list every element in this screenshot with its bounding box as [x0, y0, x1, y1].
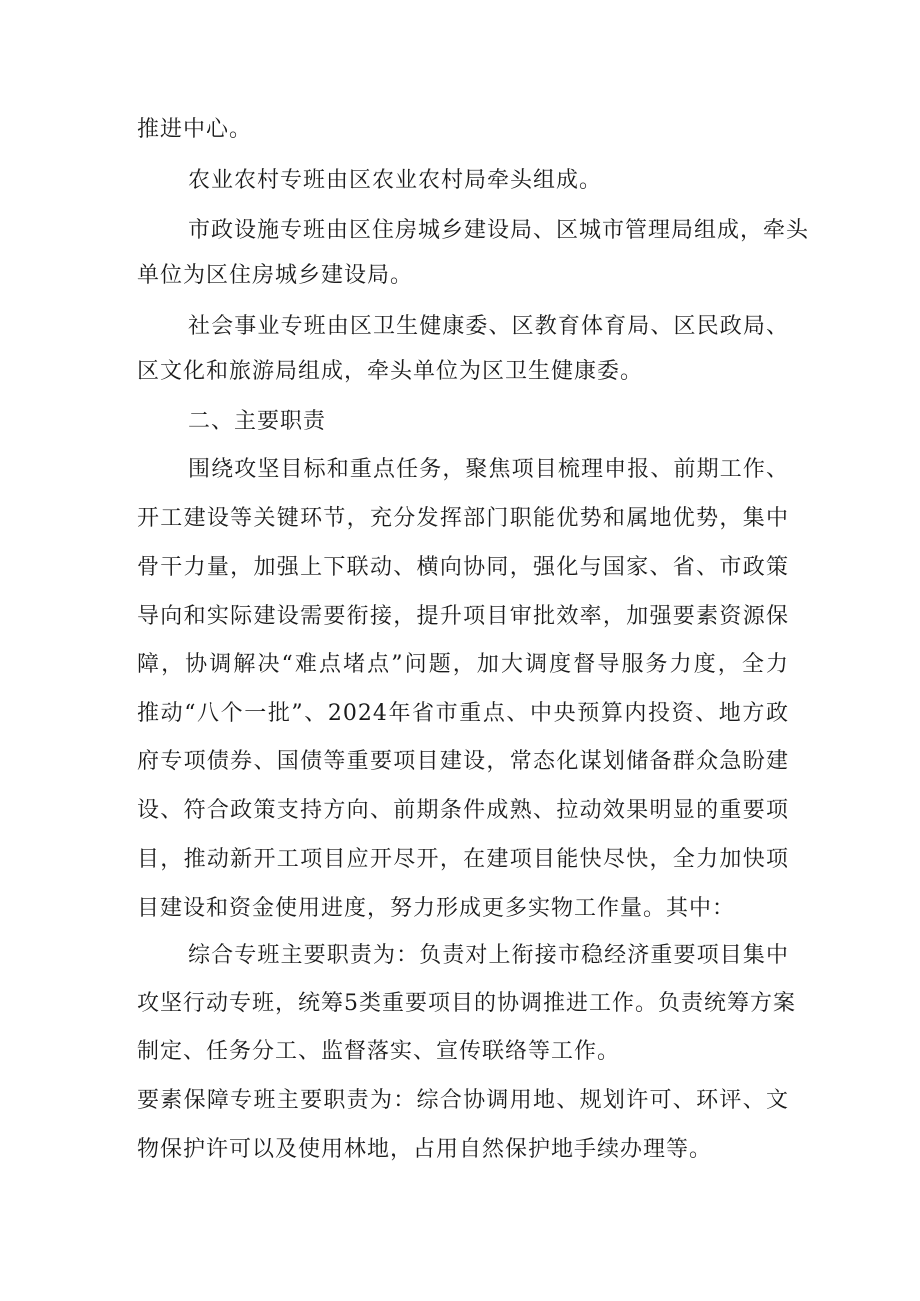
text-line: 区文化和旅游局组成，牵头单位为区卫生健康委。 [137, 359, 644, 384]
text-line: 物保护许可以及使用林地，占用自然保护地手续办理等。 [137, 1137, 713, 1162]
text-line: 农业农村专班由区农业农村局牵头组成。 [188, 168, 603, 193]
section-heading: 二、主要职责 [188, 409, 327, 434]
text-line: 单位为区住房城乡建设局。 [137, 263, 414, 288]
text-line: 市政设施专班由区住房城乡建设局、区城市管理局组成，牵头 [188, 218, 810, 243]
text-line: 社会事业专班由区卫生健康委、区教育体育局、区民政局、 [188, 314, 789, 339]
text-line: 要素保障专班主要职责为：综合协调用地、规划许可、环评、文 [137, 1088, 789, 1113]
text-line: 开工建设等关键环节，充分发挥部门职能优势和属地优势，集中 [137, 506, 789, 531]
text-line: 攻坚行动专班，统筹5类重要项目的协调推进工作。负责统筹方案 [137, 991, 796, 1016]
text-line: 推动“八个一批”、2024年省市重点、中央预算内投资、地方政 [137, 701, 789, 726]
text-line: 导向和实际建设需要衔接，提升项目审批效率，加强要素资源保 [137, 604, 789, 629]
text-line: 设、符合政策支持方向、前期条件成熟、拉动效果明显的重要项 [137, 798, 789, 823]
text-line: 障，协调解决“难点堵点”问题，加大调度督导服务力度，全力 [137, 652, 789, 677]
text-line: 府专项债券、国债等重要项目建设，常态化谋划储备群众急盼建 [137, 749, 789, 774]
text-line: 综合专班主要职责为：负责对上衔接市稳经济重要项目集中 [188, 943, 789, 968]
text-line: 骨干力量，加强上下联动、横向协同，强化与国家、省、市政策 [137, 555, 789, 580]
text-line: 推进中心。 [137, 117, 253, 142]
text-line: 围绕攻坚目标和重点任务，聚焦项目梳理申报、前期工作、 [188, 457, 789, 482]
text-line: 目建设和资金使用进度，努力形成更多实物工作量。其中： [137, 896, 736, 921]
text-line: 制定、任务分工、监督落实、宣传联络等工作。 [137, 1039, 621, 1064]
text-line: 目，推动新开工项目应开尽开，在建项目能快尽快，全力加快项 [137, 847, 789, 872]
